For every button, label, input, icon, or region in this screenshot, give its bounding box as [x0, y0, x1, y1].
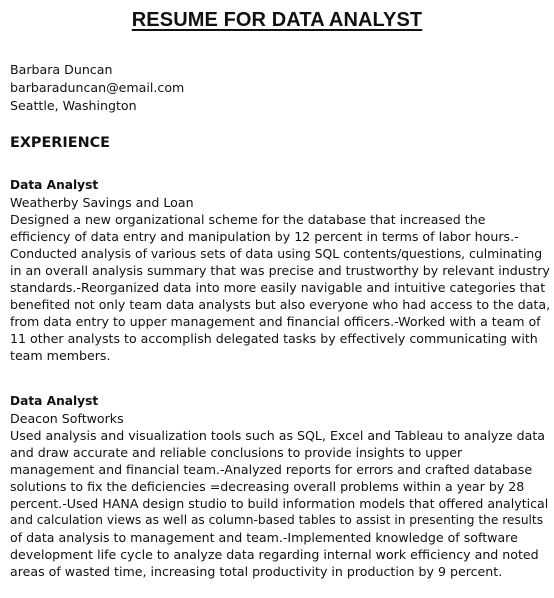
description-line: solutions to fix the deficiencies =decreasing overall problems within a year by 28: [10, 479, 525, 494]
description-line: of data analysis to management and team.-Implemented knowledge of software: [10, 530, 518, 545]
job-company: Weatherby Savings and Loan: [10, 195, 194, 210]
description-line: Used analysis and visualization tools such as SQL, Excel and Tableau to analyze data: [10, 428, 546, 443]
description-line: in an overall analysis summary that was precise and trustworthy by relevant industry: [10, 263, 550, 278]
contact-block: [10, 61, 184, 115]
job-description: [10, 427, 550, 580]
description-line: and calculation views as well as column-based tables to assist in presenting the results: [10, 513, 544, 527]
description-line: team members.: [10, 348, 111, 363]
description-line: Designed a new organizational scheme for the database that increased the: [10, 212, 486, 227]
description-line: 11 other analysts to accomplish delegated tasks by effectively communicating with: [10, 331, 538, 346]
contact-location: Seattle, Washington: [10, 98, 137, 113]
description-line: standards.-Reorganized data into more easily navigable and intuitive categories that: [10, 280, 546, 295]
job-description: [10, 211, 550, 364]
contact-name: Barbara Duncan: [10, 62, 113, 77]
job-title: Data Analyst: [10, 178, 99, 192]
description-line: percent.-Used HANA design studio to build information models that offered analytical: [10, 496, 549, 511]
description-line: efficiency of data entry and manipulation by 12 percent in terms of labor hours.-: [10, 229, 519, 244]
job-title: Data Analyst: [10, 394, 99, 408]
description-line: from data entry to upper management and financial officers.-Worked with a team of: [10, 314, 541, 329]
contact-email: barbaraduncan@email.com: [10, 80, 185, 95]
job-entry-2: [10, 393, 550, 580]
description-line: and draw accurate and reliable conclusions to provide insights to upper: [10, 445, 463, 460]
description-line: Conducted analysis of various sets of data using SQL contents/questions, culminating: [10, 246, 543, 261]
experience-heading: EXPERIENCE: [10, 135, 111, 151]
description-line: management and financial team.-Analyzed reports for errors and crafted database: [10, 462, 533, 477]
page-title: RESUME FOR DATA ANALYST: [131, 9, 423, 31]
description-line: benefited not only team data analysts but also everyone who had access to the data,: [10, 297, 551, 312]
job-company: Deacon Softworks: [10, 411, 124, 426]
description-line: development life cycle to analyze data regarding internal work efficiency and noted: [10, 547, 539, 562]
description-line: areas of wasted time, increasing total productivity in production by 9 percent.: [10, 564, 503, 579]
job-entry-1: [10, 177, 550, 364]
